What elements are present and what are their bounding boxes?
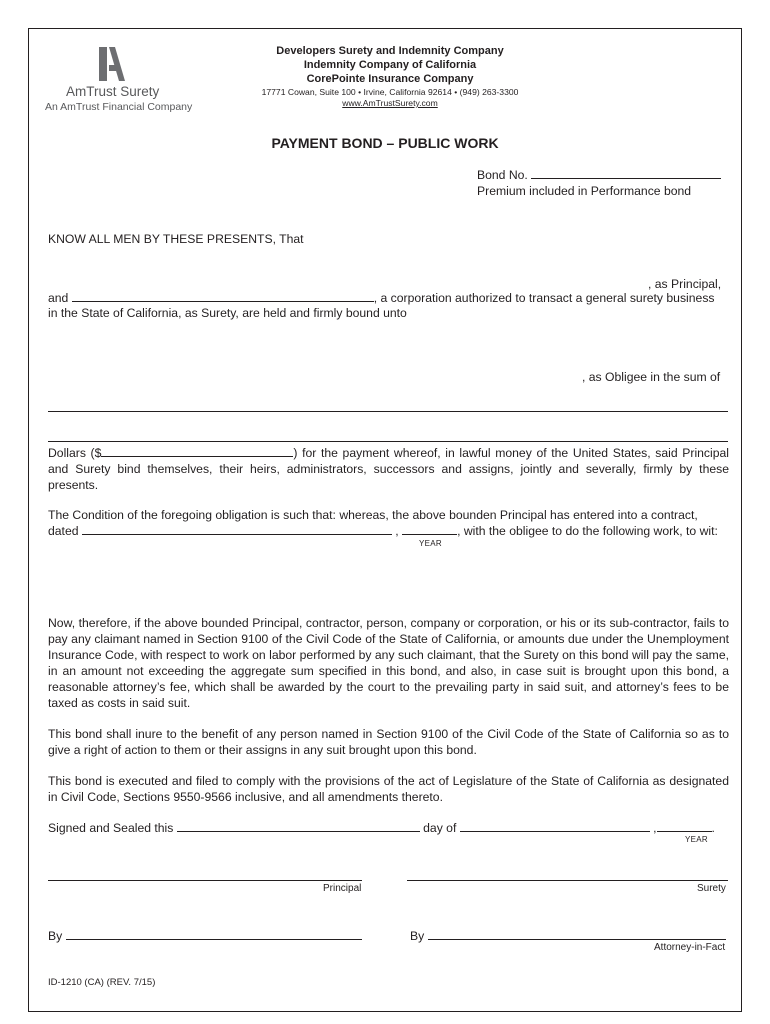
know-all-text: KNOW ALL MEN BY THESE PRESENTS, That (48, 232, 304, 246)
principal-signature-line[interactable] (48, 880, 362, 881)
dollars-text: ) for the payment whereof, in lawful money of the United States, said Principal and Surety bind themselves, their heirs, administrators, successors and assigns, jointly and severally, firmly by these presents. (48, 446, 729, 492)
form-id: ID-1210 (CA) (REV. 7/15) (48, 977, 156, 988)
year-caption-2: YEAR (685, 835, 708, 844)
logo-name: AmTrust Surety (66, 84, 160, 99)
by-attorney-field[interactable] (428, 928, 726, 940)
dollars-paragraph (48, 445, 729, 493)
corporation-text: , a corporation authorized to transact a general surety business (373, 291, 715, 305)
condition-text: The Condition of the foregoing obligation is such that: whereas, the above bounden Principal has entered into a contract, (48, 508, 698, 522)
by-label-1: By (48, 929, 63, 943)
signed-day-field[interactable] (177, 820, 420, 832)
and-label: and (48, 291, 69, 305)
surety-signature-line[interactable] (407, 880, 728, 881)
obligee-work-text: , with the obligee to do the following work, to wit: (457, 524, 718, 538)
sum-line-2[interactable] (48, 441, 728, 442)
amtrust-logo-icon (96, 47, 126, 81)
dollars-amount-field[interactable] (101, 445, 293, 457)
signed-comma: , (653, 821, 657, 835)
company-name-1: Developers Surety and Indemnity Company (276, 45, 504, 57)
day-of-label: day of (423, 821, 457, 835)
and-row (48, 290, 715, 306)
company-address: 17771 Cowan, Suite 100 • Irvine, California 92614 • (949) 263-3300 (261, 87, 519, 97)
signed-row (48, 820, 715, 836)
sum-line-1[interactable] (48, 411, 728, 412)
surety-label: Surety (697, 883, 726, 894)
page-title: PAYMENT BOND – PUBLIC WORK (271, 135, 499, 151)
year-caption-1: YEAR (419, 539, 442, 548)
bond-no-row (477, 167, 721, 183)
signed-period: . (711, 821, 715, 835)
company-website[interactable]: www.AmTrustSurety.com (342, 98, 438, 108)
by-label-2: By (410, 929, 425, 943)
bond-no-label: Bond No. (477, 168, 528, 182)
executed-paragraph: This bond is executed and filed to comply with the provisions of the act of Legislature of the State of California as designated in Civil Code, Sections 9550-9566 inclusive, and all amendments thereto. (48, 774, 729, 804)
contract-date-field[interactable] (82, 523, 392, 535)
signed-month-field[interactable] (460, 820, 650, 832)
company-name-2: Indemnity Company of California (303, 59, 477, 71)
dated-label: dated (48, 524, 79, 538)
obligee-text: , as Obligee in the sum of (582, 370, 721, 384)
contract-year-field[interactable] (402, 523, 457, 535)
attorney-label: Attorney-in-Fact (654, 942, 726, 953)
premium-note: Premium included in Performance bond (477, 184, 692, 198)
dated-comma: , (395, 524, 399, 538)
logo-tagline: An AmTrust Financial Company (45, 101, 193, 113)
dated-row (48, 523, 718, 539)
dollars-label: Dollars ($ (48, 446, 102, 460)
state-text: in the State of California, as Surety, are held and firmly bound unto (48, 306, 407, 320)
principal-label: Principal (323, 883, 362, 894)
company-name-3: CorePointe Insurance Company (306, 73, 474, 85)
bond-no-field[interactable] (531, 167, 721, 179)
signed-year-field[interactable] (657, 820, 712, 832)
as-principal-text: , as Principal, (648, 277, 722, 291)
inure-paragraph: This bond shall inure to the benefit of any person named in Section 9100 of the Civil Code of the State of California so as to give a right of action to them or their assigns in any suit brought upon this bond. (48, 727, 729, 757)
surety-name-field[interactable] (72, 290, 374, 302)
now-therefore-paragraph: Now, therefore, if the above bounded Principal, contractor, person, company or corporation, or his or its sub-contractor, fails to pay any claimant named in Section 9100 of the Civil Code of the State of California, or amounts due under the Unemployment Insurance Code, with respect to work on labor performed by any such claimant, that the Surety on this bond will pay the same, in an amount not exceeding the aggregate sum specified in this bond, and also, in case suit is brought upon this bond, a reasonable attorney’s fee, which shall be awarded by the court to the prevailing party in said suit, and attorney’s fees to be taxed as costs in said suit. (48, 616, 729, 710)
by-principal-field[interactable] (66, 928, 362, 940)
signed-label: Signed and Sealed this (48, 821, 174, 835)
by-principal-row (48, 928, 362, 944)
